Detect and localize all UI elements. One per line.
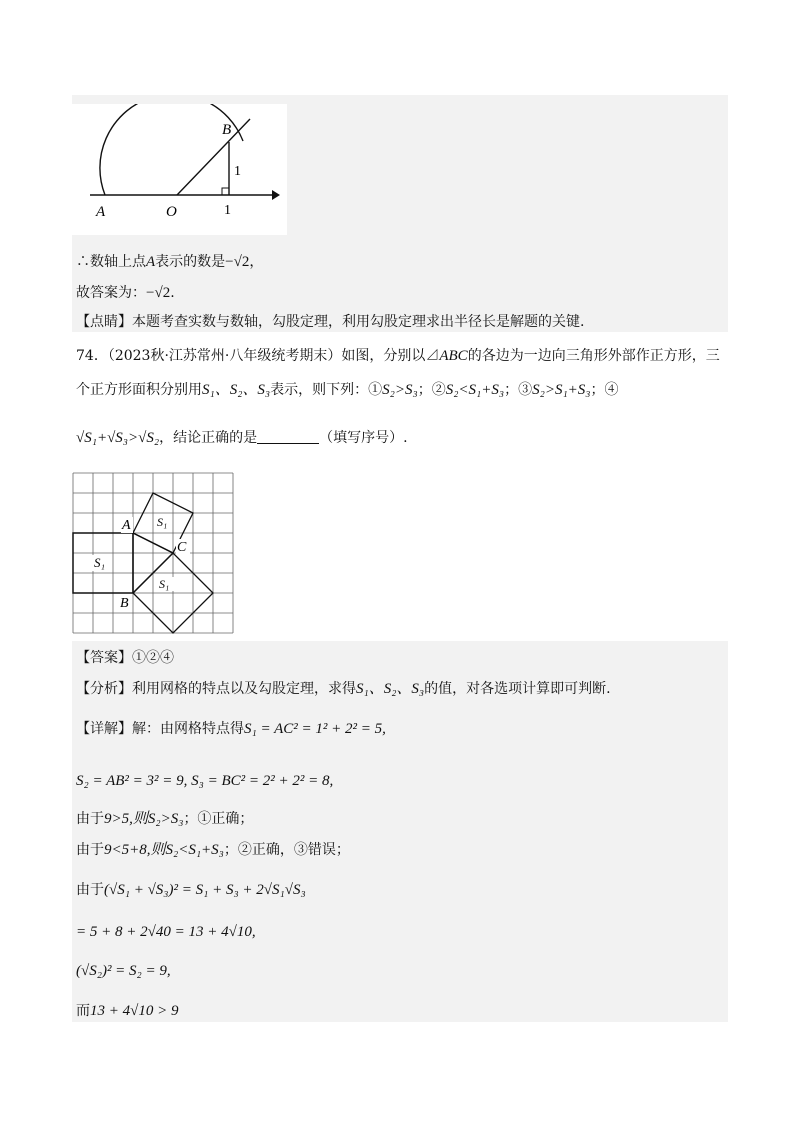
conclusion-prefix: ∴数轴上点 xyxy=(76,254,146,270)
label-A: A xyxy=(96,204,106,220)
detail-tag: 【详解】 xyxy=(76,721,132,737)
since2-math: 9<5+8,则S₂<S₁+S₃ xyxy=(104,842,224,858)
question-line3-suffix: ，结论正确的是 xyxy=(159,430,258,446)
analysis-line xyxy=(76,679,611,699)
answer-value: −√2 xyxy=(146,285,171,301)
label-one-vertical: 1 xyxy=(234,164,241,179)
label-one-horizontal: 1 xyxy=(224,203,231,218)
eq-line-math: = 5 + 8 + 2√40 = 13 + 4√10, xyxy=(76,924,256,940)
since3-prefix: 由于 xyxy=(76,882,104,898)
analysis-vars: S₁、S₂、S₃ xyxy=(356,681,425,697)
label-S-left: S₁ xyxy=(94,555,106,570)
last-math: 13 + 4√10 > 9 xyxy=(90,1003,179,1019)
analysis-prefix: 利用网格的特点以及勾股定理，求得 xyxy=(132,681,356,697)
comment-tag: 【点睛】 xyxy=(76,314,132,330)
question-line2-prefix: 个正方形面积分别用 xyxy=(76,382,202,398)
grid-diagram xyxy=(72,469,236,635)
analysis-suffix: 的值，对各选项计算即可判断. xyxy=(424,681,611,697)
s2-line xyxy=(76,961,171,981)
option-2-math: S₂<S₁+S₃ xyxy=(445,382,505,398)
conclusion-var: A xyxy=(146,254,156,270)
since1-math: 9>5,则S₂>S₃ xyxy=(104,811,184,827)
since1-line xyxy=(76,809,253,829)
right-angle-mark xyxy=(222,188,229,195)
since3-line xyxy=(76,880,306,900)
answer-tag-line xyxy=(76,648,174,668)
answer-end: . xyxy=(170,285,175,301)
question-text-2: 的各边为一边向三角形外部作正方形，三 xyxy=(467,348,720,364)
conclusion-line xyxy=(76,252,263,272)
question-line3-end: （填写序号）. xyxy=(319,430,408,446)
conclusion-value: −√2 xyxy=(225,254,250,270)
detail-line xyxy=(76,719,386,739)
label-A2: A xyxy=(122,518,131,533)
option-2-mark: ② xyxy=(431,382,446,398)
question-line-2: 个正方形面积分别用S₁、S₂、S₃表示，则下列：①S₂>S₃；②S₂<S₁+S₃；③S₂>S₁+S₃；④ xyxy=(76,382,619,398)
comment-text: 本题考查实数与数轴，勾股定理，利用勾股定理求出半径长是解题的关键. xyxy=(132,314,585,330)
label-S-top: S₁ xyxy=(157,515,168,529)
since2-suffix: ；②正确，③错误； xyxy=(223,842,350,858)
option-3-math: S₂>S₁+S₃ xyxy=(532,382,591,398)
comment-line xyxy=(76,312,584,332)
question-text-1: 如图，分别以 xyxy=(341,348,426,364)
triangle-symbol: ⊿ xyxy=(425,348,440,364)
s2-line-math: (√S₂)² = S₂ = 9, xyxy=(76,963,171,979)
answer-prefix: 故答案为： xyxy=(76,285,146,301)
axis-arrow xyxy=(272,190,280,200)
option-4-mark: ④ xyxy=(604,382,619,398)
label-O: O xyxy=(166,204,177,220)
since2-line xyxy=(76,840,350,860)
label-B2: B xyxy=(120,596,129,611)
label-C: C xyxy=(177,540,187,555)
grid-figure xyxy=(72,469,236,635)
last-line xyxy=(76,1001,178,1021)
question-line-1 xyxy=(76,346,720,366)
question-line2-vars: S₁、S₂、S₃ xyxy=(202,382,271,398)
detail-eq1: S₁ = AC² = 1² + 2² = 5, xyxy=(244,721,386,737)
detail-eq2: S₂ = AB² = 3² = 9, S₃ = BC² = 2² + 2² = 8, xyxy=(76,773,334,789)
detail-prefix: 解：由网格特点得 xyxy=(132,721,244,737)
conclusion-mid: 表示的数是 xyxy=(155,254,226,270)
triangle-name: ABC xyxy=(439,348,468,364)
question-line2-middle: 表示，则下列： xyxy=(270,382,369,398)
option-1-math: S₂>S₃ xyxy=(382,382,418,398)
conclusion-end: ， xyxy=(249,254,264,270)
grid-lines xyxy=(73,473,233,633)
since2-prefix: 由于 xyxy=(76,842,104,858)
answer-blank[interactable] xyxy=(257,429,319,444)
label-B: B xyxy=(222,122,232,138)
option-1-mark: ① xyxy=(368,382,383,398)
since1-suffix: ；①正确； xyxy=(183,811,254,827)
since3-math: (√S₁ + √S₃)² = S₁ + S₃ + 2√S₁√S₃ xyxy=(104,882,306,898)
ray-OB xyxy=(177,119,250,195)
since1-prefix: 由于 xyxy=(76,811,104,827)
eq-line xyxy=(76,922,256,942)
answer-tag: 【答案】 xyxy=(76,650,132,666)
label-S-bottom: S₁ xyxy=(159,577,170,591)
question-line-3 xyxy=(76,428,408,448)
option-3-mark: ③ xyxy=(518,382,533,398)
question-number: 74． xyxy=(76,348,108,364)
number-line-diagram xyxy=(72,104,287,235)
answer-options: ①②④ xyxy=(132,650,174,666)
analysis-tag: 【分析】 xyxy=(76,681,132,697)
number-line-figure xyxy=(72,104,287,235)
detail-eq2-line xyxy=(76,771,333,791)
option-4-math: √S₁+√S₃>√S₂ xyxy=(76,430,160,446)
last-prefix: 而 xyxy=(76,1003,90,1019)
question-source: （2023秋·江苏常州·八年级统考期末） xyxy=(107,348,342,364)
answer-line xyxy=(76,283,175,303)
